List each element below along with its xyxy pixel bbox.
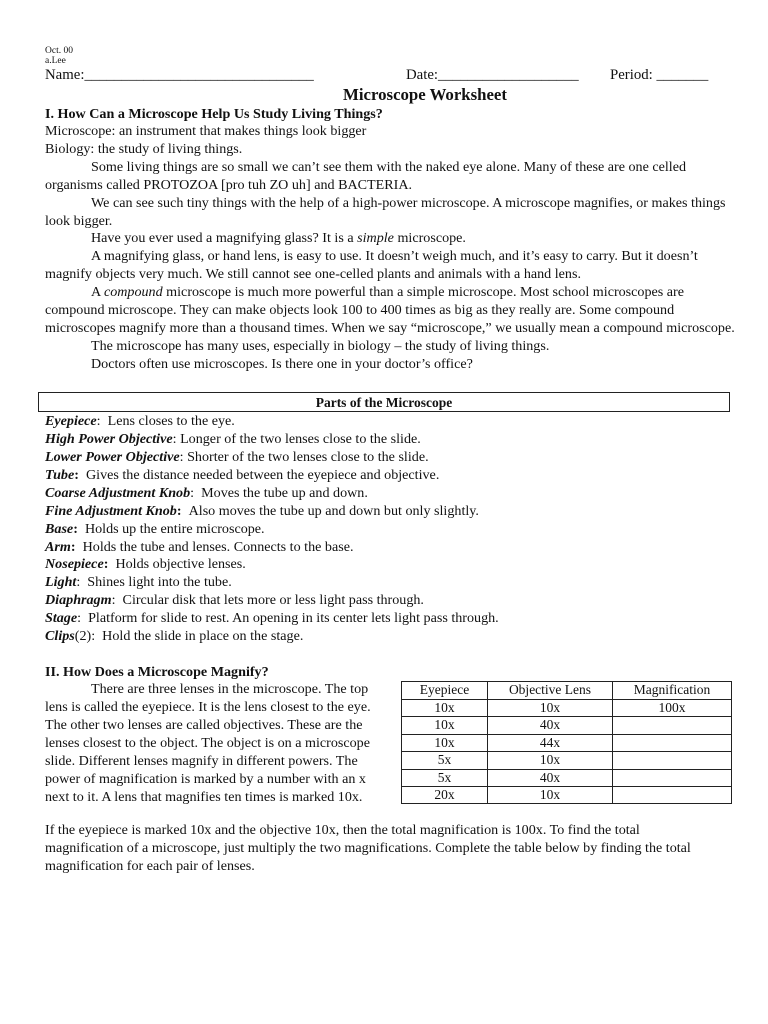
part-term: Coarse Adjustment Knob — [45, 484, 191, 501]
part-separator: : — [74, 466, 86, 483]
part-separator: : — [176, 502, 189, 519]
table-body — [402, 699, 732, 803]
section2-body — [45, 681, 735, 822]
section-spacer — [45, 374, 735, 392]
part-item — [45, 449, 735, 467]
part-term: Tube — [45, 466, 75, 483]
paragraph-5-italic: compound — [103, 284, 163, 301]
part-term: Nosepiece — [45, 556, 104, 573]
cell-eyepiece: 5x — [402, 752, 488, 769]
part-item — [45, 539, 735, 557]
magnification-table — [401, 681, 732, 804]
part-term: Clips — [45, 628, 75, 645]
cell-magnification[interactable] — [613, 769, 732, 786]
cell-magnification[interactable] — [613, 717, 732, 734]
cell-objective-lens: 10x — [488, 752, 613, 769]
cell-eyepiece: 10x — [402, 699, 488, 716]
part-item — [45, 503, 735, 521]
part-separator: : — [190, 484, 202, 501]
section-spacer-2 — [45, 646, 735, 664]
cell-objective-lens: 40x — [488, 717, 613, 734]
part-term: Eyepiece — [45, 413, 97, 430]
part-item — [45, 556, 735, 574]
part-separator: : — [111, 592, 123, 609]
table-row — [402, 717, 732, 734]
table-row — [402, 734, 732, 751]
part-description: Hold the slide in place on the stage. — [102, 628, 304, 645]
section2-heading: II. How Does a Microscope Magnify? — [45, 664, 269, 681]
date-field[interactable]: Date:___________________ — [406, 67, 579, 83]
paragraph-7: Doctors often use microscopes. Is there one in your doctor’s office? — [91, 355, 473, 372]
student-info-row — [45, 66, 735, 85]
header-objective-lens: Objective Lens — [488, 682, 613, 699]
part-description: Holds up the entire microscope. — [84, 520, 265, 537]
document-meta — [45, 46, 735, 66]
table-row — [402, 769, 732, 786]
cell-eyepiece: 5x — [402, 769, 488, 786]
part-description: Holds objective lenses. — [115, 556, 246, 573]
part-separator: : — [76, 574, 88, 591]
table-row — [402, 699, 732, 716]
part-separator: (2): — [74, 628, 103, 645]
part-description: Moves the tube up and down. — [201, 484, 368, 501]
header-eyepiece: Eyepiece — [402, 682, 488, 699]
paragraph-3-italic: simple — [357, 230, 394, 247]
paragraph-3-text-b: microscope. — [393, 230, 466, 247]
paragraph-3 — [45, 230, 735, 248]
section1-heading: I. How Can a Microscope Help Us Study Living Things? — [45, 106, 383, 122]
section2-paragraph-1: There are three lenses in the microscope. The top lens is called the eyepiece. It is the lens closest to the eye. The other two lenses are called objectives. These are the lenses closest to the object. The object is on a microscope slide. Different lenses magnify in different powers. The power of magnification is marked by a number with an x next to it. A lens that magnifies ten times is marked 10x. — [45, 681, 371, 805]
paragraph-5-text-a: A — [91, 284, 104, 301]
part-item — [45, 467, 735, 485]
worksheet-page — [45, 46, 735, 876]
period-field[interactable]: Period: _______ — [610, 67, 709, 83]
meta-date: Oct. 00 — [45, 46, 73, 56]
part-description: Holds the tube and lenses. Connects to the base. — [82, 538, 354, 555]
part-item — [45, 521, 735, 539]
part-description: Lens closes to the eye. — [107, 413, 235, 430]
part-separator: : — [70, 538, 83, 555]
part-term: Base — [45, 520, 74, 537]
definition-microscope: Microscope: an instrument that makes things look bigger — [45, 123, 367, 139]
paragraph-3-text-a: Have you ever used a magnifying glass? It is a — [91, 230, 358, 247]
part-description: Shorter of the two lenses close to the slide. — [187, 449, 429, 465]
part-term: Stage — [45, 610, 78, 627]
part-description: Shines light into the tube. — [87, 574, 232, 591]
part-separator: : — [73, 520, 85, 537]
meta-author: a.Lee — [45, 56, 66, 66]
page-title: Microscope Worksheet — [343, 85, 507, 104]
part-term: Lower Power Objective — [45, 449, 180, 465]
part-item — [45, 610, 735, 628]
part-item — [45, 431, 735, 449]
table-header-row — [402, 682, 732, 699]
part-term: Arm — [45, 538, 71, 555]
part-description: Platform for slide to rest. An opening in its center lets light pass through. — [88, 610, 499, 627]
part-item — [45, 574, 735, 592]
paragraph-1: Some living things are so small we can’t see them with the naked eye alone. Many of these are one celled organisms called PROTOZOA [pro tuh ZO uh] and BACTERIA. — [45, 158, 687, 193]
definition-biology: Biology: the study of living things. — [45, 140, 243, 157]
parts-heading-box: Parts of the Microscope — [38, 392, 730, 412]
part-separator: : — [96, 413, 108, 430]
cell-eyepiece: 10x — [402, 717, 488, 734]
table-row — [402, 786, 732, 803]
part-term: Light — [45, 574, 77, 591]
part-separator: : — [103, 556, 116, 573]
paragraph-4: A magnifying glass, or hand lens, is easy to use. It doesn’t weigh much, and it’s easy to carry. But it doesn’t magnify objects very much. We still cannot see one-celled plants and animals with a hand lens. — [45, 248, 698, 283]
part-term: High Power Objective — [45, 431, 173, 448]
part-item — [45, 485, 735, 503]
paragraph-5 — [45, 284, 735, 338]
part-item — [45, 413, 735, 431]
name-field[interactable]: Name:_______________________________ — [45, 67, 314, 83]
section2-paragraph-2: If the eyepiece is marked 10x and the objective 10x, then the total magnification is 100x. To find the total magnification of a microscope, just multiply the two magnifications. Complete the table below by finding the total magnification for each pair of lenses. — [45, 822, 691, 875]
cell-objective-lens: 44x — [488, 734, 613, 751]
paragraph-6: The microscope has many uses, especially in biology – the study of living things. — [91, 337, 550, 354]
paragraph-2: We can see such tiny things with the help of a high-power microscope. A microscope magnifies, or makes things look bigger. — [45, 194, 726, 229]
part-term: Diaphragm — [45, 592, 112, 609]
parts-list — [45, 413, 735, 646]
part-description: Also moves the tube up and down but only slightly. — [188, 502, 479, 519]
cell-magnification[interactable] — [613, 786, 732, 803]
part-item — [45, 592, 735, 610]
cell-eyepiece: 20x — [402, 786, 488, 803]
part-term: Fine Adjustment Knob — [45, 502, 177, 519]
cell-magnification[interactable] — [613, 734, 732, 751]
cell-magnification[interactable] — [613, 752, 732, 769]
cell-objective-lens: 40x — [488, 769, 613, 786]
cell-objective-lens: 10x — [488, 699, 613, 716]
part-description: Circular disk that lets more or less light pass through. — [122, 592, 424, 609]
header-magnification: Magnification — [613, 682, 732, 699]
cell-magnification[interactable]: 100x — [613, 699, 732, 716]
part-description: Gives the distance needed between the eyepiece and objective. — [85, 466, 440, 483]
cell-objective-lens: 10x — [488, 786, 613, 803]
table-row — [402, 752, 732, 769]
cell-eyepiece: 10x — [402, 734, 488, 751]
part-separator: : — [179, 449, 188, 465]
part-item — [45, 628, 735, 646]
part-separator: : — [172, 431, 181, 448]
paragraph-5-text-b: microscope is much more powerful than a simple microscope. Most school microscopes are compound microscope. They can make objects look 100 to 400 times as big as they really are. Some compound microscopes magnify more than a thousand times. When we say “microscope,” we usually mean a compound microscope. — [45, 284, 735, 336]
part-separator: : — [77, 610, 89, 627]
part-description: Longer of the two lenses close to the slide. — [180, 431, 421, 448]
